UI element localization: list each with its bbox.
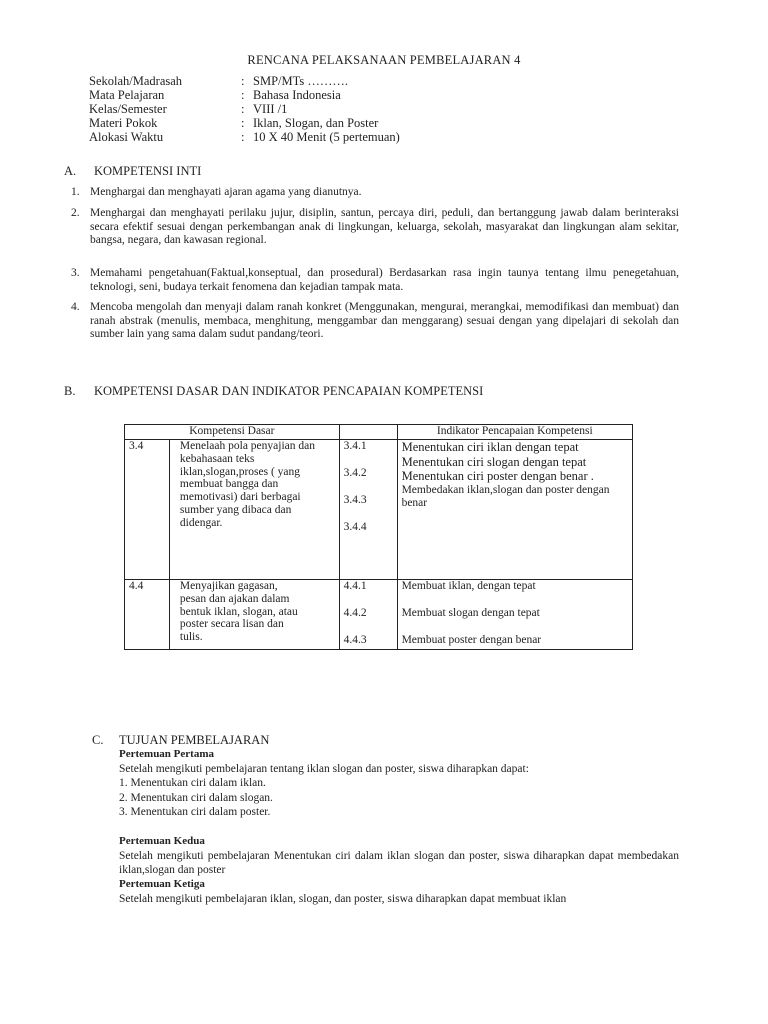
identity-label: Sekolah/Madrasah bbox=[89, 74, 183, 88]
indicator-numbers: 3.4.1 3.4.2 3.4.3 3.4.4 bbox=[339, 440, 397, 580]
meeting-title: Pertemuan Kedua bbox=[119, 835, 205, 847]
document-title: RENCANA PELAKSANAAN PEMBELAJARAN 4 bbox=[247, 53, 521, 67]
table-header-row bbox=[125, 425, 633, 440]
identity-label: Alokasi Waktu bbox=[89, 130, 164, 144]
identity-value: Bahasa Indonesia bbox=[253, 88, 341, 102]
identity-row-school: Sekolah/Madrasah : SMP/MTs ………. bbox=[89, 74, 348, 88]
meeting-3 bbox=[119, 877, 679, 906]
document-page: RENCANA PELAKSANAAN PEMBELAJARAN 4 Sekolah/Madrasah : SMP/MTs ………. Mata Pelajaran : Bahasa Indonesia Kelas/Semester : VIII /1 Materi Pokok : Iklan, Slogan, dan Poster Alokasi Waktu : 10 X 40 Menit (5 pertemuan) A. KOMPETENSI INTI 1. Menghargai dan menghayati ajaran agama yang dianutnya. 2. Menghargai dan menghayati perilaku jujur, disiplin, santun, percaya diri, peduli, dan bertanggung jawab dalam berinteraksi secara efektif sesuai dengan perkembangan anak di lingkungan, keluarga, sekolah, masyarakat dan lingkungan alam sekitar, bangsa, negara, dan kawasan regional. 3. Memahami pengetahuan(Faktual,konseptual, dan prosedural) Berdasarkan rasa ingin taunya tentang ilmu penegetahuan, teknologi, seni, budaya terkait fenomena dan kejadian tampak mata. 4. Mencoba mengolah dan menyaji dalam ranah konkret (Menggunakan, mengurai, merangkai, memodifikasi dan membuat) dan ranah abstrak (menulis, membaca, menghitung, menggambar dan menggarang) sesuai dengan yang dipelajari di sekolah dan sumber lain yang sama dalam sudut pandang/teori. B. KOMPETENSI DASAR DAN INDIKATOR PENCAPAIAN KOMPETENSI Kompetensi Dasar Indikator Pencapaian Kompetensi 3.4 Menelaah pola penyajian dan kebahasaan teks iklan,slogan,proses ( yang membuat bangga dan memotivasi) dari berbagai sumber yang dibaca dan didengar. 3.4.1 3.4.2 3.4.3 3.4.4 Menentukan ciri iklan dengan tepat Menentukan ciri slogan dengan tepat Menentukan ciri poster dengan benar . Membedakan iklan,slogan dan poster dengan benar 4.4 Menyajikan gagasan, pesan dan ajakan dalam bentuk iklan, slogan, atau poster secara lisan dan tulis. 4.4.1 4.4.2 4.4.3 Membuat iklan, dengan tepat Membuat slogan dengan tepat Membuat poster dengan benar C. TUJUAN PEMBELAJARAN Pertemuan Pertama Setelah mengikuti pembelajaran tentang iklan slogan dan poster, siswa diharapkan dapat: 1. Menentukan ciri dalam iklan. 2. Menentukan ciri dalam slogan. 3. Menentukan ciri dalam poster. Pertemuan Kedua Setelah mengikuti pembelajaran Menentukan ciri dalam iklan slogan dan poster, siswa diharapkan dapat membedakan iklan,slogan dan poster Pertemuan Ketiga Setelah mengikuti pembelajaran iklan, slogan, dan poster, siswa diharapkan dapat membuat iklan bbox=[0, 0, 768, 1024]
table-row bbox=[125, 580, 633, 650]
core-competency-item: 4. Mencoba mengolah dan menyaji dalam ranah konkret (Menggunakan, mengurai, merangkai, memodifikasi dan membuat) dan ranah abstrak (menulis, membaca, menghitung, menggambar dan menggarang) sesuai dengan yang dipelajari di sekolah dan sumber lain yang sama dalam sudut pandang/teori. bbox=[71, 301, 679, 341]
meeting-intro: Setelah mengikuti pembelajaran tentang iklan slogan dan poster, siswa diharapkan dapat: bbox=[119, 762, 529, 775]
identity-row-subject: Mata Pelajaran : Bahasa Indonesia bbox=[89, 88, 341, 102]
indicator-texts: Menentukan ciri iklan dengan tepat Menentukan ciri slogan dengan tepat Menentukan ciri poster dengan benar . Membedakan iklan,slogan dan poster dengan benar bbox=[397, 440, 632, 580]
list-item: 3. Menentukan ciri dalam poster. bbox=[119, 806, 271, 818]
identity-value: 10 X 40 Menit (5 pertemuan) bbox=[253, 130, 400, 144]
identity-label: Kelas/Semester bbox=[89, 102, 167, 116]
header-ipk: Indikator Pencapaian Kompetensi bbox=[397, 425, 632, 440]
identity-row-time: Alokasi Waktu : 10 X 40 Menit (5 pertemuan) bbox=[89, 130, 400, 144]
table-row bbox=[125, 440, 633, 580]
list-item: 1. Menentukan ciri dalam iklan. bbox=[119, 777, 266, 789]
identity-value: VIII /1 bbox=[253, 102, 288, 116]
identity-row-topic: Materi Pokok : Iklan, Slogan, dan Poster bbox=[89, 116, 379, 130]
identity-value: SMP/MTs ………. bbox=[253, 74, 348, 88]
core-competency-item: 3. Memahami pengetahuan(Faktual,konseptual, dan prosedural) Berdasarkan rasa ingin taunya tentang ilmu penegetahuan, teknologi, seni, budaya terkait fenomena dan kejadian tampak mata. bbox=[71, 267, 679, 293]
meeting-title: Pertemuan Ketiga bbox=[119, 878, 205, 890]
list-item: 2. Menentukan ciri dalam slogan. bbox=[119, 791, 273, 804]
kd-text: Menyajikan gagasan, pesan dan ajakan dalam bentuk iklan, slogan, atau poster secara lisan dan tulis. bbox=[169, 580, 339, 650]
meeting-2 bbox=[119, 834, 679, 878]
meeting-intro: Setelah mengikuti pembelajaran Menentukan ciri dalam iklan slogan dan poster, siswa diharapkan dapat membedakan iklan,slogan dan poster bbox=[119, 849, 679, 876]
core-competency-item: 2. Menghargai dan menghayati perilaku jujur, disiplin, santun, percaya diri, peduli, dan bertanggung jawab dalam berinteraksi secara efektif sesuai dengan perkembangan anak di lingkungan, keluarga, sekolah, masyarakat dan lingkungan alam sekitar, bangsa, negara, dan kawasan regional. bbox=[71, 207, 679, 247]
identity-label: Materi Pokok bbox=[89, 116, 158, 130]
indicator-numbers: 4.4.1 4.4.2 4.4.3 bbox=[339, 580, 397, 650]
header-kd: Kompetensi Dasar bbox=[125, 425, 340, 440]
identity-value: Iklan, Slogan, dan Poster bbox=[253, 116, 379, 130]
identity-row-class: Kelas/Semester : VIII /1 bbox=[89, 102, 288, 116]
identity-label: Mata Pelajaran bbox=[89, 88, 165, 102]
indicator-texts: Membuat iklan, dengan tepat Membuat slogan dengan tepat Membuat poster dengan benar bbox=[397, 580, 632, 650]
competency-table bbox=[124, 424, 633, 650]
kd-number: 4.4 bbox=[125, 580, 170, 650]
core-competency-item: 1. Menghargai dan menghayati ajaran agama yang dianutnya. bbox=[71, 186, 362, 198]
meeting-intro: Setelah mengikuti pembelajaran iklan, slogan, dan poster, siswa diharapkan dapat membuat iklan bbox=[119, 892, 567, 905]
meeting-1 bbox=[119, 747, 679, 820]
kd-text: Menelaah pola penyajian dan kebahasaan teks iklan,slogan,proses ( yang membuat bangga dan memotivasi) dari berbagai sumber yang dibaca dan didengar. bbox=[169, 440, 339, 580]
meeting-title: Pertemuan Pertama bbox=[119, 748, 214, 760]
kd-number: 3.4 bbox=[125, 440, 170, 580]
